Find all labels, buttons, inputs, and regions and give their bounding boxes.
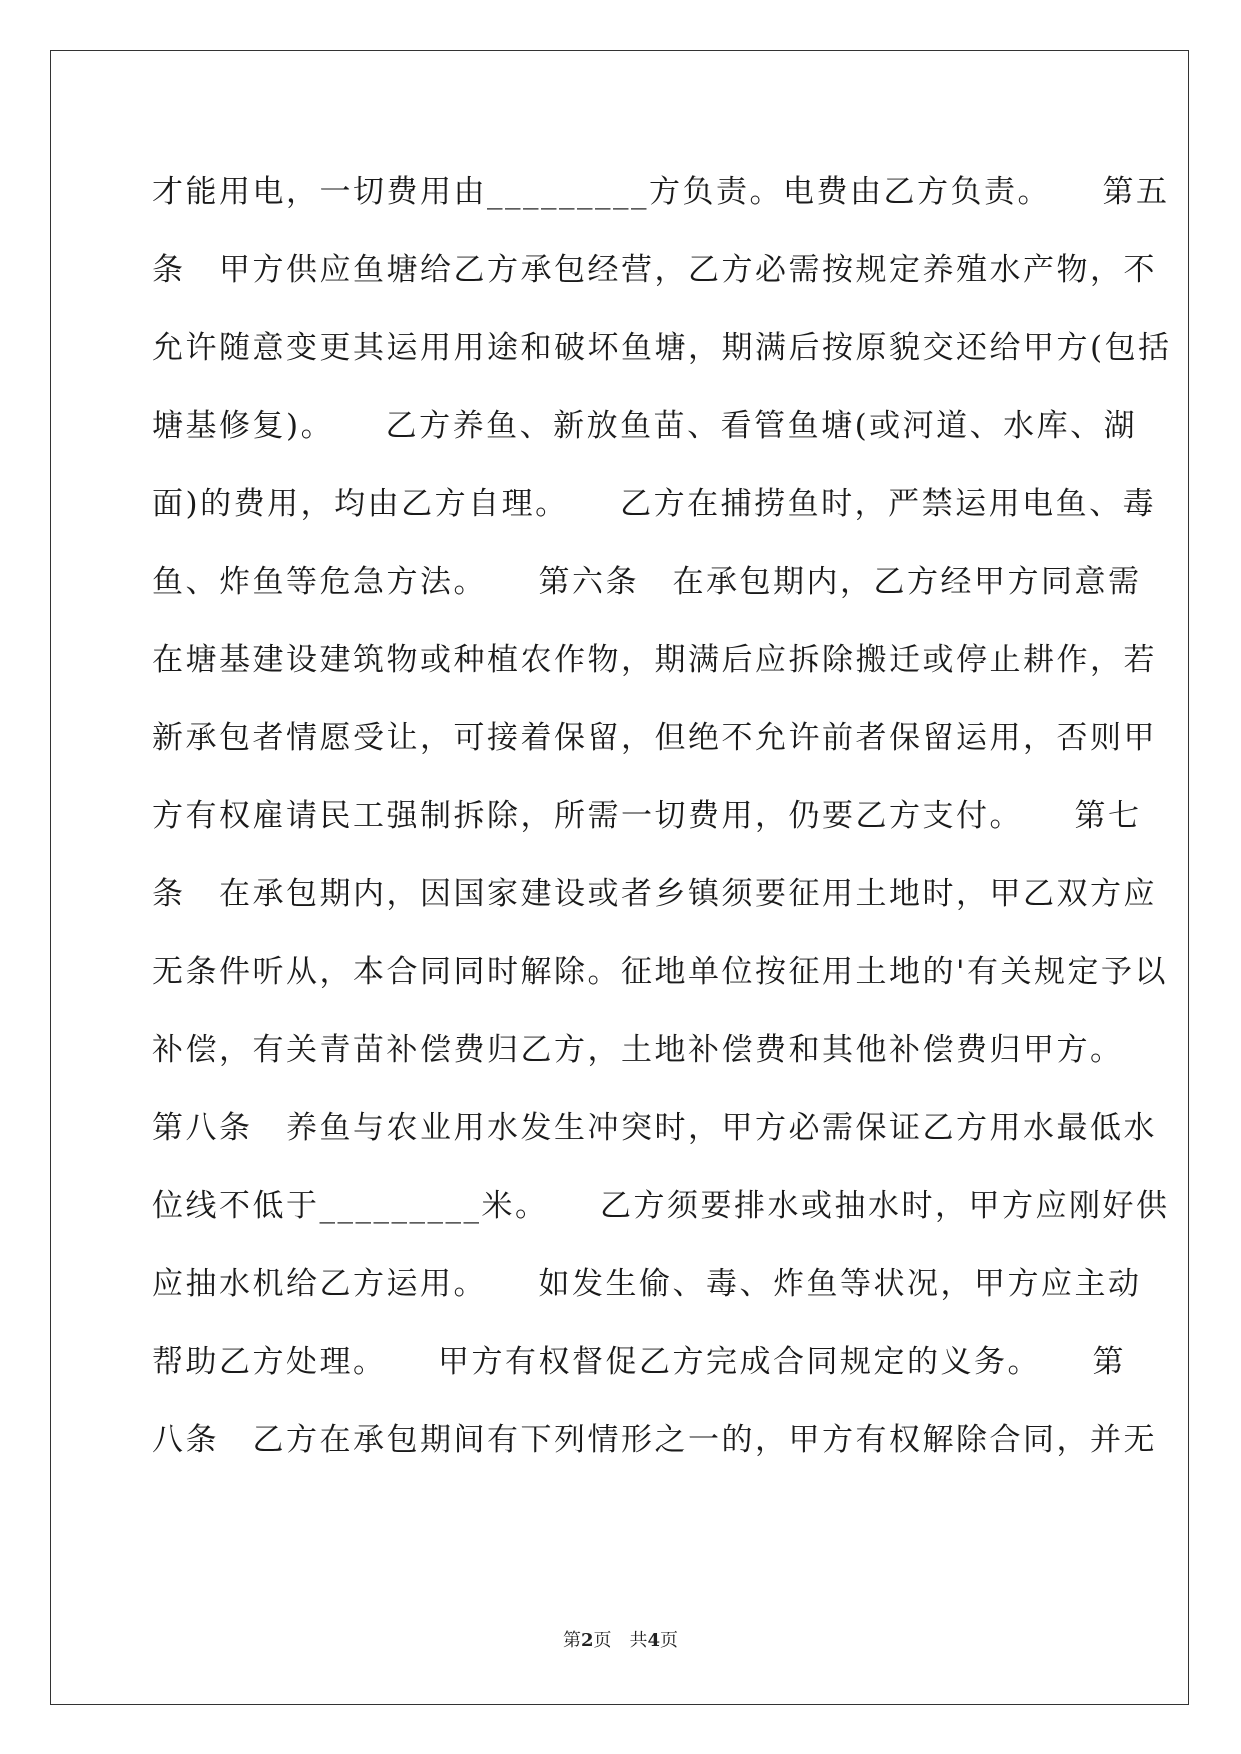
text-line: 第八条 养鱼与农业用水发生冲突时，甲方必需保证乙方用水最低水	[152, 1110, 1157, 1146]
page-footer	[0, 1626, 1241, 1652]
text-line: 才能用电，一切费用由_________方负责。电费由乙方负责。 第五	[152, 174, 1170, 210]
text-line: 八条 乙方在承包期间有下列情形之一的，甲方有权解除合同，并无	[152, 1422, 1157, 1458]
text-line: 补偿，有关青苗补偿费归乙方，土地补偿费和其他补偿费归甲方。	[152, 1032, 1124, 1068]
footer-suffix: 页	[660, 1630, 679, 1651]
footer-middle: 页 共	[593, 1630, 648, 1651]
text-line: 帮助乙方处理。 甲方有权督促乙方完成合同规定的义务。 第	[152, 1344, 1126, 1380]
text-line: 位线不低于_________米。 乙方须要排水或抽水时，甲方应刚好供	[152, 1188, 1170, 1224]
contract-body-text	[152, 160, 1172, 1486]
text-line: 塘基修复)。 乙方养鱼、新放鱼苗、看管鱼塘(或河道、水库、湖	[152, 408, 1138, 444]
text-line: 条 甲方供应鱼塘给乙方承包经营，乙方必需按规定养殖水产物，不	[152, 252, 1157, 288]
footer-prefix: 第	[562, 1630, 581, 1651]
text-line: 无条件听从，本合同同时解除。征地单位按征用土地的'有关规定予以	[152, 954, 1169, 990]
text-line: 新承包者情愿受让，可接着保留，但绝不允许前者保留运用，否则甲	[152, 720, 1157, 756]
current-page-number: 2	[580, 1630, 594, 1651]
text-line: 面)的费用，均由乙方自理。 乙方在捕捞鱼时，严禁运用电鱼、毒	[152, 486, 1157, 522]
text-line: 方有权雇请民工强制拆除，所需一切费用，仍要乙方支付。 第七	[152, 798, 1142, 834]
total-page-number: 4	[647, 1630, 661, 1651]
text-line: 应抽水机给乙方运用。 如发生偷、毒、炸鱼等状况，甲方应主动	[152, 1266, 1142, 1302]
text-line: 鱼、炸鱼等危急方法。 第六条 在承包期内，乙方经甲方同意需	[152, 564, 1142, 600]
text-line: 条 在承包期内，因国家建设或者乡镇须要征用土地时，甲乙双方应	[152, 876, 1157, 912]
text-line: 在塘基建设建筑物或种植农作物，期满后应拆除搬迁或停止耕作，若	[152, 642, 1157, 678]
text-line: 允许随意变更其运用用途和破坏鱼塘，期满后按原貌交还给甲方(包括	[152, 330, 1172, 366]
